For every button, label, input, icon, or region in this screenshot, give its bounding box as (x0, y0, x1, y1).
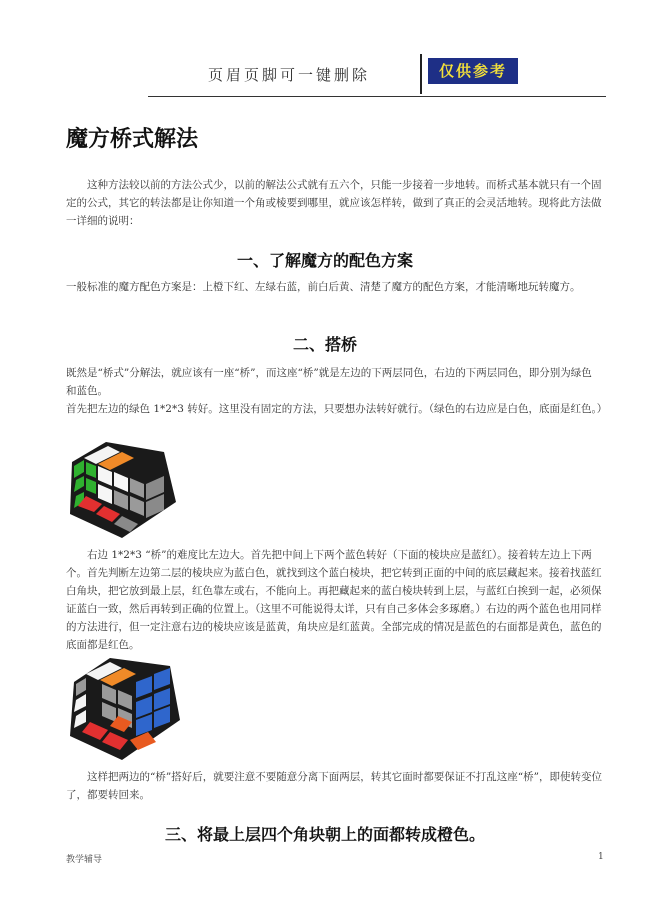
reference-only-badge: 仅供参考 (428, 58, 518, 84)
section-2-paragraph-2: 首先把左边的绿色 1*2*3 转好。这里没有固定的方法，只要想办法转好就行。（绿色的右边应是白色，底面是红色。） (66, 403, 608, 415)
cube-illustration-green-bridge (66, 440, 178, 548)
intro-paragraph: 这种方法较以前的方法公式少，以前的解法公式就有五六个，只能一步接着一步地转。而桥式基本就只有一个固定的公式，其它的转法都是让你知道一个角或棱要到哪里，就应该怎样转，做到了真正的会灵活地转。现将此方法做一详细的说明： (66, 179, 602, 227)
section-2-paragraph-4: 这样把两边的“桥”搭好后，就要注意不要随意分离下面两层，转其它面时都要保证不打乱这座“桥”，即使转变位了，都要转回来。 (66, 771, 602, 801)
section-3-heading: 三、将最上层四个角块朝上的面都转成橙色。 (164, 825, 485, 844)
section-2-paragraph-1: 既然是“桥式”分解法，就应该有一座“桥”，而这座“桥”就是左边的下两层同色，右边的下两层同色，即分别为绿色和蓝色。 (66, 367, 592, 397)
section-1-heading: 一、了解魔方的配色方案 (236, 251, 413, 270)
section-2-heading: 二、搭桥 (292, 335, 357, 354)
section-2-paragraph-3: 右边 1*2*3 “桥”的难度比左边大。首先把中间上下两个蓝色转好（下面的棱块应是蓝红）。接着转左边上下两个。首先判断左边第二层的棱块应为蓝白色，就找到这个蓝白棱块，把它转到正面的中间的底层藏起来。接着找蓝红白角块，把它放到最上层，红色靠左或右，不能向上。再把藏起来的蓝白棱块转到上层，与蓝红白挨到一起，必须保证蓝白一致，然后再转到正确的位置上。（这里不可能说得太详，只有自己多体会多琢磨。）右边的两个蓝色也用同样的方法进行，但一定注意右边的棱块应该是蓝黄，角块应是红蓝黄。全部完成的情况是蓝色的右面都是黄色，蓝色的底面都是红色。 (66, 549, 602, 651)
page-number: 1 (598, 852, 604, 862)
footer-label: 教学辅导 (66, 855, 103, 865)
document-title: 魔方桥式解法 (66, 127, 199, 152)
header-divider (420, 54, 422, 94)
section-1-paragraph: 一般标准的魔方配色方案是：上橙下红、左绿右蓝，前白后黄、清楚了魔方的配色方案，才能清晰地玩转魔方。 (66, 281, 581, 293)
header-rule (148, 96, 606, 97)
header-text: 页眉页脚可一键删除 (208, 66, 371, 84)
page-header (148, 52, 606, 96)
cube-illustration-both-bridges (66, 656, 182, 768)
